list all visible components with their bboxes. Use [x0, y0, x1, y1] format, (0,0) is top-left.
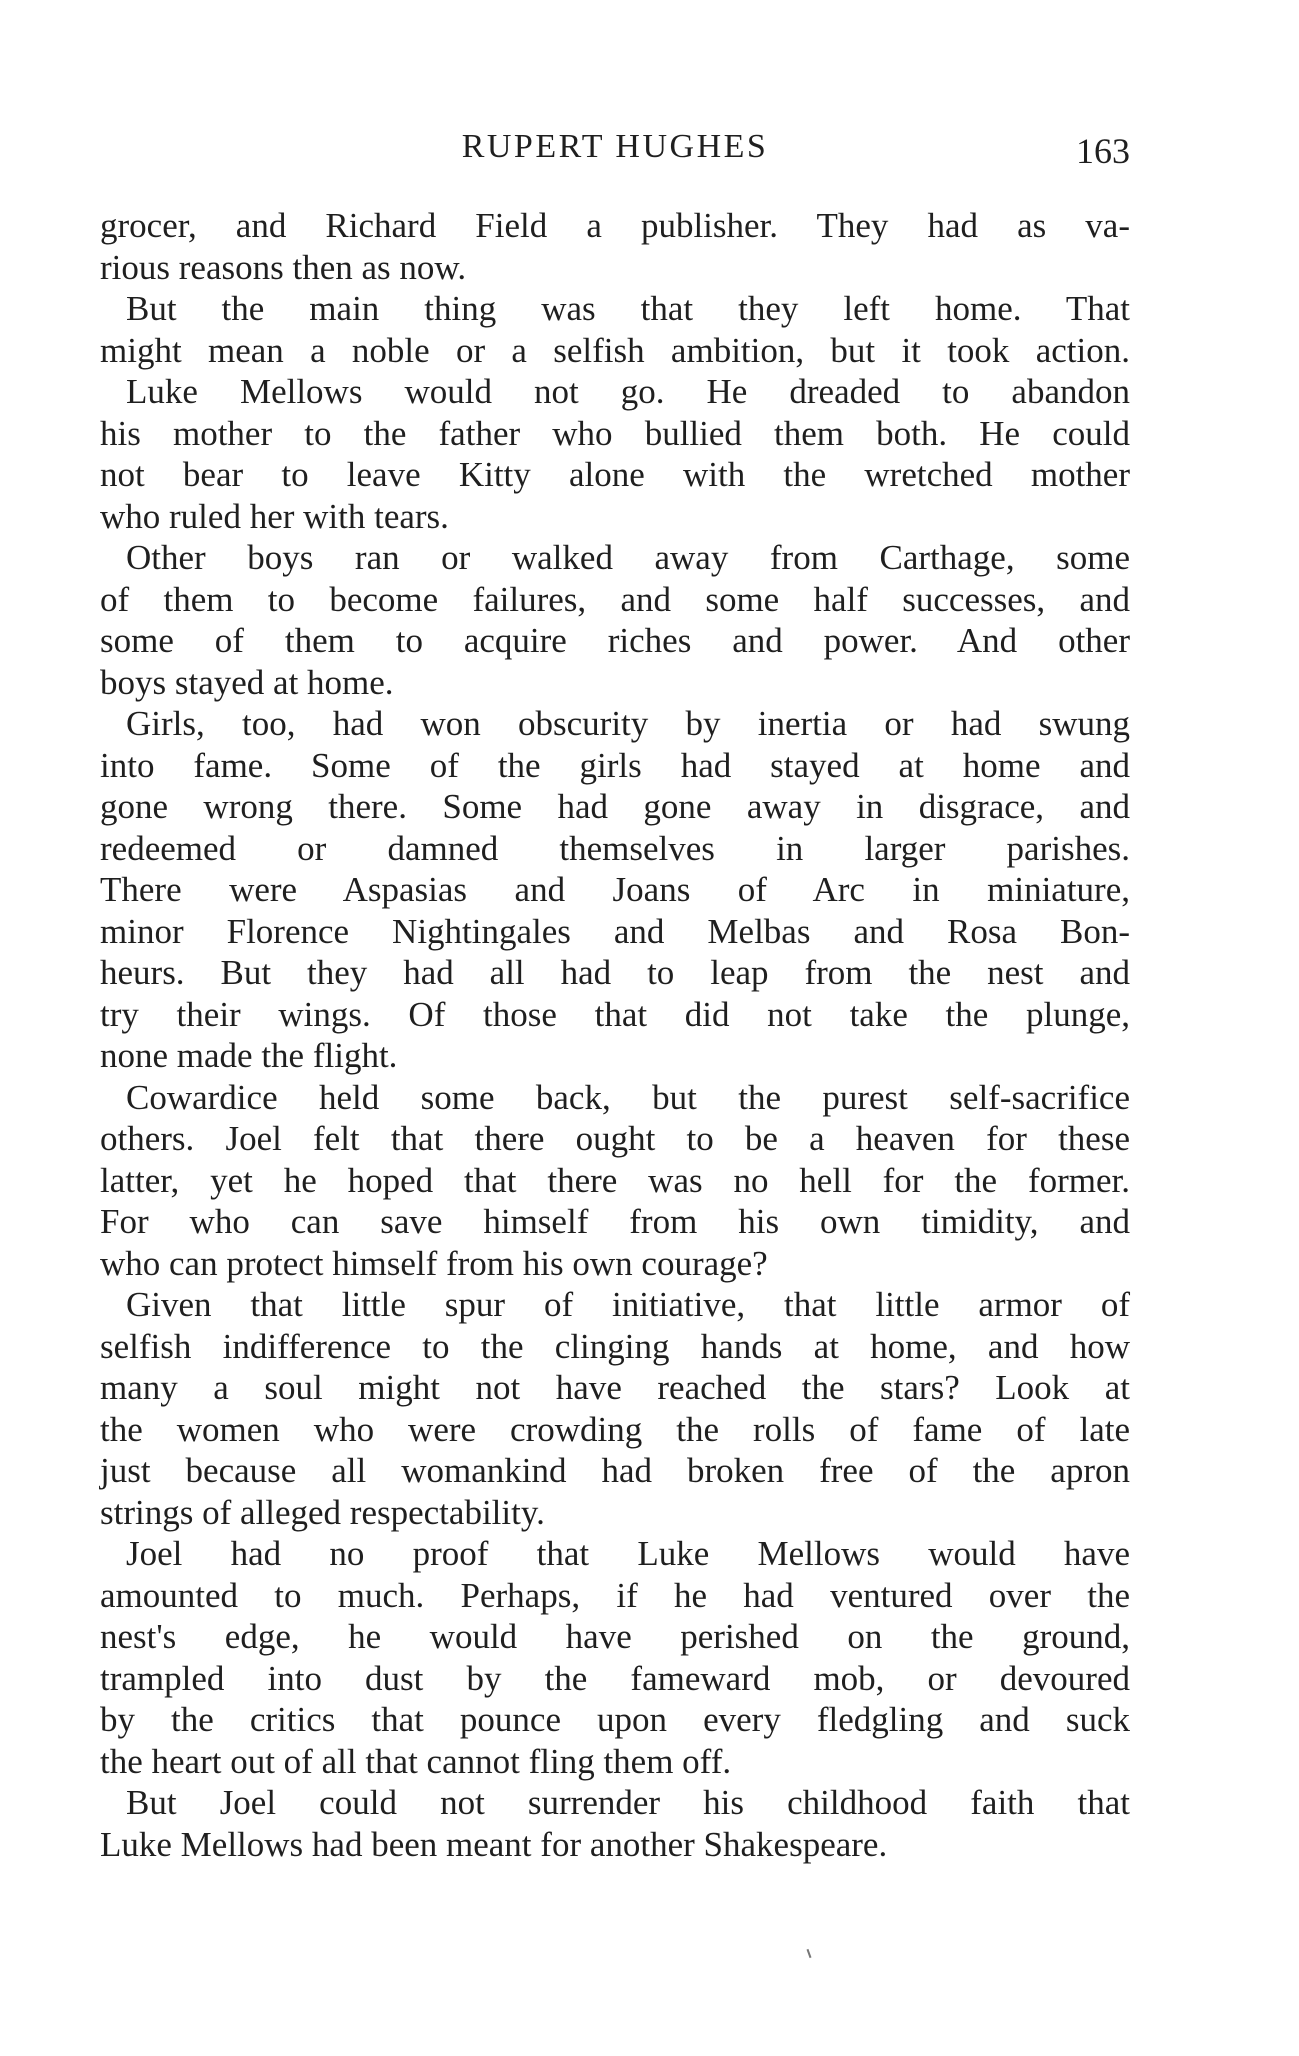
text-line: just because all womankind had broken free of the apron — [100, 1451, 1130, 1490]
text-line: boys stayed at home. — [100, 662, 394, 702]
page-number: 163 — [1076, 131, 1130, 171]
text-line: who can protect himself from his own courage? — [100, 1243, 768, 1283]
text-line: many a soul might not have reached the stars? Look at — [100, 1368, 1130, 1407]
text-line: into fame. Some of the girls had stayed at home and — [100, 745, 1130, 785]
text-line: the women who were crowding the rolls of fame of late — [100, 1409, 1130, 1449]
text-line: nest's edge, he would have perished on the ground, — [100, 1617, 1130, 1656]
print-speck — [807, 1949, 812, 1958]
text-line: by the critics that pounce upon every fledgling and suck — [100, 1700, 1130, 1739]
text-line: not bear to leave Kitty alone with the wretched mother — [100, 455, 1130, 494]
text-line: gone wrong there. Some had gone away in disgrace, and — [100, 787, 1130, 826]
text-line: of them to become failures, and some half successes, and — [100, 579, 1130, 619]
text-line: Cowardice held some back, but the purest self-sacrifice — [126, 1077, 1130, 1117]
text-line: grocer, and Richard Field a publisher. They had as va- — [100, 206, 1130, 245]
text-line: But Joel could not surrender his childhood faith that — [126, 1783, 1130, 1822]
text-line: For who can save himself from his own timidity, and — [100, 1202, 1130, 1241]
text-line: Luke Mellows would not go. He dreaded to abandon — [126, 372, 1130, 411]
text-line: There were Aspasias and Joans of Arc in miniature, — [100, 870, 1130, 909]
text-line: others. Joel felt that there ought to be a heaven for these — [100, 1119, 1130, 1158]
text-line: some of them to acquire riches and power. And other — [100, 621, 1130, 660]
text-line: Joel had no proof that Luke Mellows would have — [126, 1534, 1130, 1573]
text-line: rious reasons then as now. — [100, 247, 467, 287]
text-line: heurs. But they had all had to leap from the nest and — [100, 953, 1130, 992]
text-line: his mother to the father who bullied them both. He could — [100, 413, 1130, 453]
body-text — [100, 205, 1130, 1865]
text-line: strings of alleged respectability. — [100, 1492, 545, 1532]
text-line: trampled into dust by the fameward mob, or devoured — [100, 1658, 1130, 1698]
page-header — [100, 128, 1130, 178]
text-line: minor Florence Nightingales and Melbas and Rosa Bon- — [100, 911, 1130, 951]
text-line: might mean a noble or a selfish ambition, but it took action. — [100, 330, 1130, 370]
text-line: try their wings. Of those that did not take the plunge, — [100, 994, 1130, 1034]
text-line: amounted to much. Perhaps, if he had ventured over the — [100, 1575, 1130, 1615]
text-line: the heart out of all that cannot fling them off. — [100, 1741, 732, 1781]
text-line: But the main thing was that they left home. That — [126, 289, 1130, 328]
text-line: who ruled her with tears. — [100, 496, 449, 536]
text-line: Given that little spur of initiative, that little armor of — [126, 1285, 1130, 1324]
text-line: Other boys ran or walked away from Carthage, some — [126, 538, 1130, 577]
text-line: redeemed or damned themselves in larger parishes. — [100, 828, 1130, 868]
text-line: none made the flight. — [100, 1036, 398, 1075]
text-line: selfish indifference to the clinging hands at home, and how — [100, 1326, 1130, 1366]
text-line: Luke Mellows had been meant for another Shakespeare. — [100, 1824, 888, 1864]
text-line: Girls, too, had won obscurity by inertia or had swung — [126, 704, 1130, 743]
running-title: RUPERT HUGHES — [461, 128, 769, 165]
text-line: latter, yet he hoped that there was no hell for the former. — [100, 1160, 1130, 1200]
